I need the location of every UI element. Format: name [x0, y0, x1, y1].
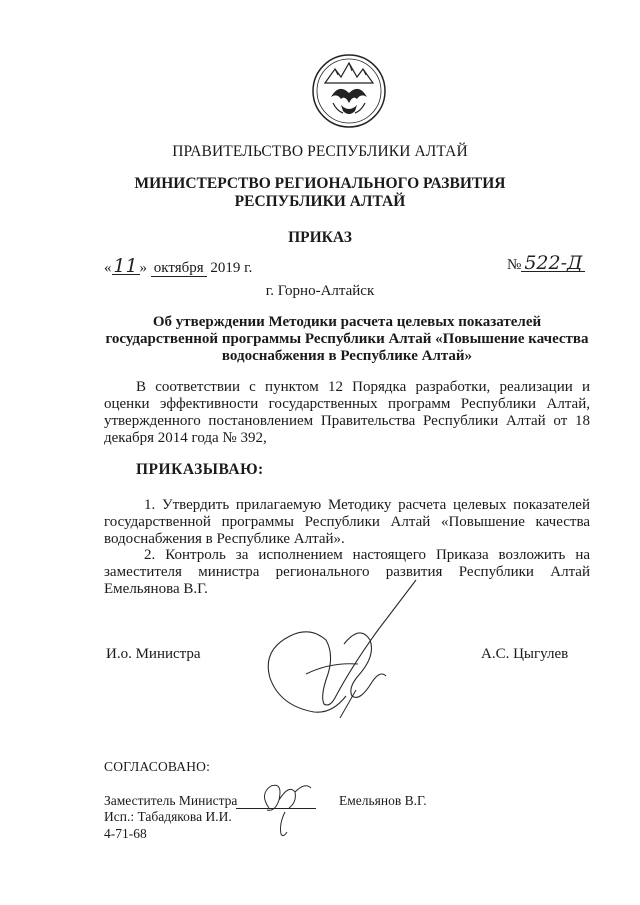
date-month: октября	[151, 261, 207, 277]
quote-open: «	[104, 260, 112, 276]
approval-heading: СОГЛАСОВАНО:	[104, 759, 211, 774]
preamble-paragraph: В соответствии с пунктом 12 Порядка разработки, реализации и оценки эффективности государственных программ Республики Алтай, утвержденного постановлением Правительства Республики Алтай от 18 декабря 2014 года № 392,	[104, 379, 590, 446]
number-value: 522-Д	[521, 256, 585, 272]
signatory-position: И.о. Министра	[106, 646, 201, 662]
order-date	[104, 255, 253, 277]
ministry-title-line2: РЕСПУБЛИКИ АЛТАЙ	[234, 193, 406, 210]
order-word: ПРИКАЗЫВАЮ:	[136, 461, 264, 478]
date-year: 2019 г.	[210, 260, 253, 276]
handwritten-signature	[240, 578, 420, 723]
order-subject: Об утверждении Методики расчета целевых показателей государственной программы Республики Алтай «Повышение качества водоснабжения в Республике Алтай»	[105, 314, 589, 364]
coat-of-arms-emblem	[311, 53, 387, 129]
deputy-position: Заместитель Министра	[104, 793, 238, 808]
order-item-1: 1. Утвердить прилагаемую Методику расчета целевых показателей государственной программы Республики Алтай «Повышение качества водоснабжения в Республике Алтай».	[104, 497, 590, 547]
executor-name: Исп.: Табадякова И.И.	[104, 809, 232, 824]
order-number	[507, 252, 585, 274]
date-day: 11	[113, 255, 138, 277]
number-prefix: №	[507, 257, 522, 273]
signatory-name: А.С. Цыгулев	[481, 646, 569, 662]
document-type: ПРИКАЗ	[288, 229, 352, 246]
order-item-2: 2. Контроль за исполнением настоящего Приказа возложить на заместителя министра регионального развития Республики Алтай Емельянова В.Г.	[104, 547, 590, 597]
deputy-name: Емельянов В.Г.	[339, 793, 427, 808]
quote-close: »	[139, 260, 147, 276]
city-name: г. Горно-Алтайск	[265, 283, 375, 299]
ministry-title	[0, 175, 640, 211]
deputy-signature	[255, 778, 315, 838]
government-title: ПРАВИТЕЛЬСТВО РЕСПУБЛИКИ АЛТАЙ	[172, 143, 468, 160]
ministry-title-line1: МИНИСТЕРСТВО РЕГИОНАЛЬНОГО РАЗВИТИЯ	[134, 175, 506, 192]
executor-phone: 4-71-68	[104, 826, 147, 841]
